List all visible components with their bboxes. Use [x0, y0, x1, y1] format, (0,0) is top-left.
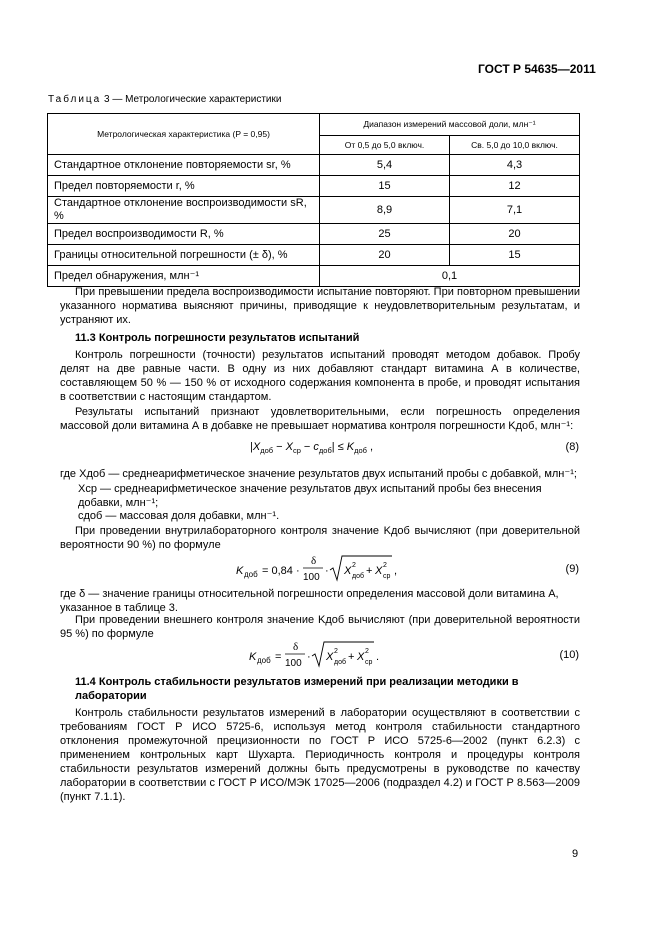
table-row-label: Стандартное отклонение повторяемости sr, %	[48, 155, 320, 176]
svg-text:X: X	[375, 565, 383, 577]
where-x-dob: где Xдоб — среднеарифметическое значение результатов двух испытаний пробы с добавкой, млн⁻¹;	[60, 468, 577, 480]
table-row-label: Стандартное отклонение воспроизводимости sR, %	[48, 197, 320, 224]
svg-text:доб: доб	[257, 656, 271, 665]
table-header-range-2: Св. 5,0 до 10,0 включ.	[450, 136, 580, 155]
svg-text:= 0,84 ·: = 0,84 ·	[262, 565, 300, 577]
paragraph-external-control: При проведении внешнего контроля значение Kдоб вычисляют (при доверительной вероятности 95 %) по формуле	[60, 614, 580, 640]
svg-text:2: 2	[365, 648, 369, 655]
table-caption	[48, 94, 281, 105]
svg-text:ср: ср	[383, 573, 391, 580]
paragraph-acceptance: Результаты испытаний признают удовлетворительными, если погрешность определения массовой доли витамина А в добавке не превышает норматива контроля погрешности Kдоб, млн⁻¹:	[60, 406, 580, 432]
formula-number-8: (8)	[565, 441, 579, 453]
page-number: 9	[572, 848, 579, 860]
table-cell: 20	[450, 224, 580, 245]
svg-text:X: X	[326, 651, 334, 663]
svg-text:K: K	[249, 651, 257, 663]
metrology-table	[47, 113, 580, 287]
table-cell: 15	[450, 245, 580, 266]
table-header-range-group: Диапазон измерений массовой доли, млн⁻¹	[320, 114, 580, 136]
formula-9	[232, 552, 412, 586]
paragraph-stability: Контроль стабильности результатов измерений в лаборатории осуществляют в соответствии с требованиям ГОСТ Р ИСО 5725-6, используя метод контроля стабильности стандартного отклонения промежуточной прецизионности по ГОСТ Р ИСО 5725-6—2002 (пункт 6.2.3) с применением контрольных карт Шухарта. Периодичность контроля и процедуры контроля стабильности результатов измерений должны быть предусмотрены в руководстве по качеству лаборатории в соответствии с ГОСТ Р ИСО/МЭК 17025—2006 (подраздел 4.2) и ГОСТ Р 8.563—2009 (пункт 7.1.1).	[60, 707, 580, 803]
svg-text:δ: δ	[311, 555, 317, 567]
svg-text:доб: доб	[244, 570, 258, 579]
svg-text:+: +	[366, 565, 373, 577]
table-header-characteristic: Метрологическая характеристика (P = 0,95)	[48, 114, 320, 155]
table-cell: 25	[320, 224, 450, 245]
section-heading-11-4: 11.4 Контроль стабильности результатов измерений при реализации методики в лаборатории	[75, 676, 519, 702]
svg-text:,: ,	[394, 565, 398, 577]
svg-text:K: K	[236, 565, 244, 577]
svg-text:100: 100	[285, 658, 302, 669]
table-row-label: Предел обнаружения, млн⁻¹	[48, 266, 320, 287]
svg-text:доб: доб	[352, 573, 364, 580]
svg-text:=: =	[275, 651, 282, 663]
paragraph-repeat: При превышении предела воспроизводимости испытание повторяют. При повторном превышении указанного норматива выясняют причины, приводящие к неудовлетворительным результатам, и устраняют их.	[60, 286, 580, 326]
svg-text:100: 100	[303, 572, 320, 583]
table-row-label: Предел повторяемости r, %	[48, 176, 320, 197]
table-caption-prefix: Таблица	[48, 94, 102, 105]
svg-text:·: ·	[325, 565, 329, 577]
formula-8: $|X_{доб} - X_{ср} - c_{доб}| \le K_{доб}$ ,	[250, 441, 374, 456]
paragraph-internal-control: При проведении внутрилабораторного контроля значение Kдоб вычисляют (при доверительной вероятности 90 %) по формуле	[60, 525, 580, 551]
table-cell: 4,3	[450, 155, 580, 176]
formula-10	[245, 638, 415, 672]
table-row-label: Границы относительной погрешности (± δ), %	[48, 245, 320, 266]
svg-text:2: 2	[334, 648, 338, 655]
table-cell: 7,1	[450, 197, 580, 224]
formula-number-9: (9)	[565, 563, 579, 575]
where-x-sr: Xср — среднеарифметическое значение результатов двух испытаний пробы без внесения добавки, млн⁻¹;	[78, 483, 542, 509]
table-cell: 5,4	[320, 155, 450, 176]
standard-designation: ГОСТ Р 54635—2011	[478, 62, 596, 76]
section-heading-11-3: 11.3 Контроль погрешности результатов испытаний	[75, 332, 360, 344]
table-header-range-1: От 0,5 до 5,0 включ.	[320, 136, 450, 155]
svg-text:δ: δ	[293, 641, 299, 653]
table-cell: 8,9	[320, 197, 450, 224]
svg-text:X: X	[357, 651, 365, 663]
svg-text:.: .	[376, 651, 380, 663]
svg-text:·: ·	[307, 651, 311, 663]
table-cell: 20	[320, 245, 450, 266]
svg-text:2: 2	[383, 562, 387, 569]
svg-text:доб: доб	[334, 659, 346, 666]
paragraph-additive-method: Контроль погрешности (точности) результатов испытаний проводят методом добавок. Пробу делят на две равные части. В одну из них добавляют стандарт витамина А в количестве, составляющем 50 % — 150 % от исходного содержания компонента в пробе, и проводят испытания в соответствии с настоящим стандартом.	[60, 349, 580, 403]
where-delta: где δ — значение границы относительной погрешности определения массовой доли витамина А, указанное в таблице 3.	[60, 588, 559, 614]
table-cell: 0,1	[320, 266, 580, 287]
table-cell: 15	[320, 176, 450, 197]
svg-text:2: 2	[352, 562, 356, 569]
svg-text:ср: ср	[365, 659, 373, 666]
table-cell: 12	[450, 176, 580, 197]
svg-text:+: +	[348, 651, 355, 663]
table-row-label: Предел воспроизводимости R, %	[48, 224, 320, 245]
formula-number-10: (10)	[559, 649, 579, 661]
where-c-dob: cдоб — массовая доля добавки, млн⁻¹.	[78, 510, 280, 522]
table-caption-text: 3 — Метрологические характеристики	[104, 94, 282, 105]
svg-text:X: X	[344, 565, 352, 577]
